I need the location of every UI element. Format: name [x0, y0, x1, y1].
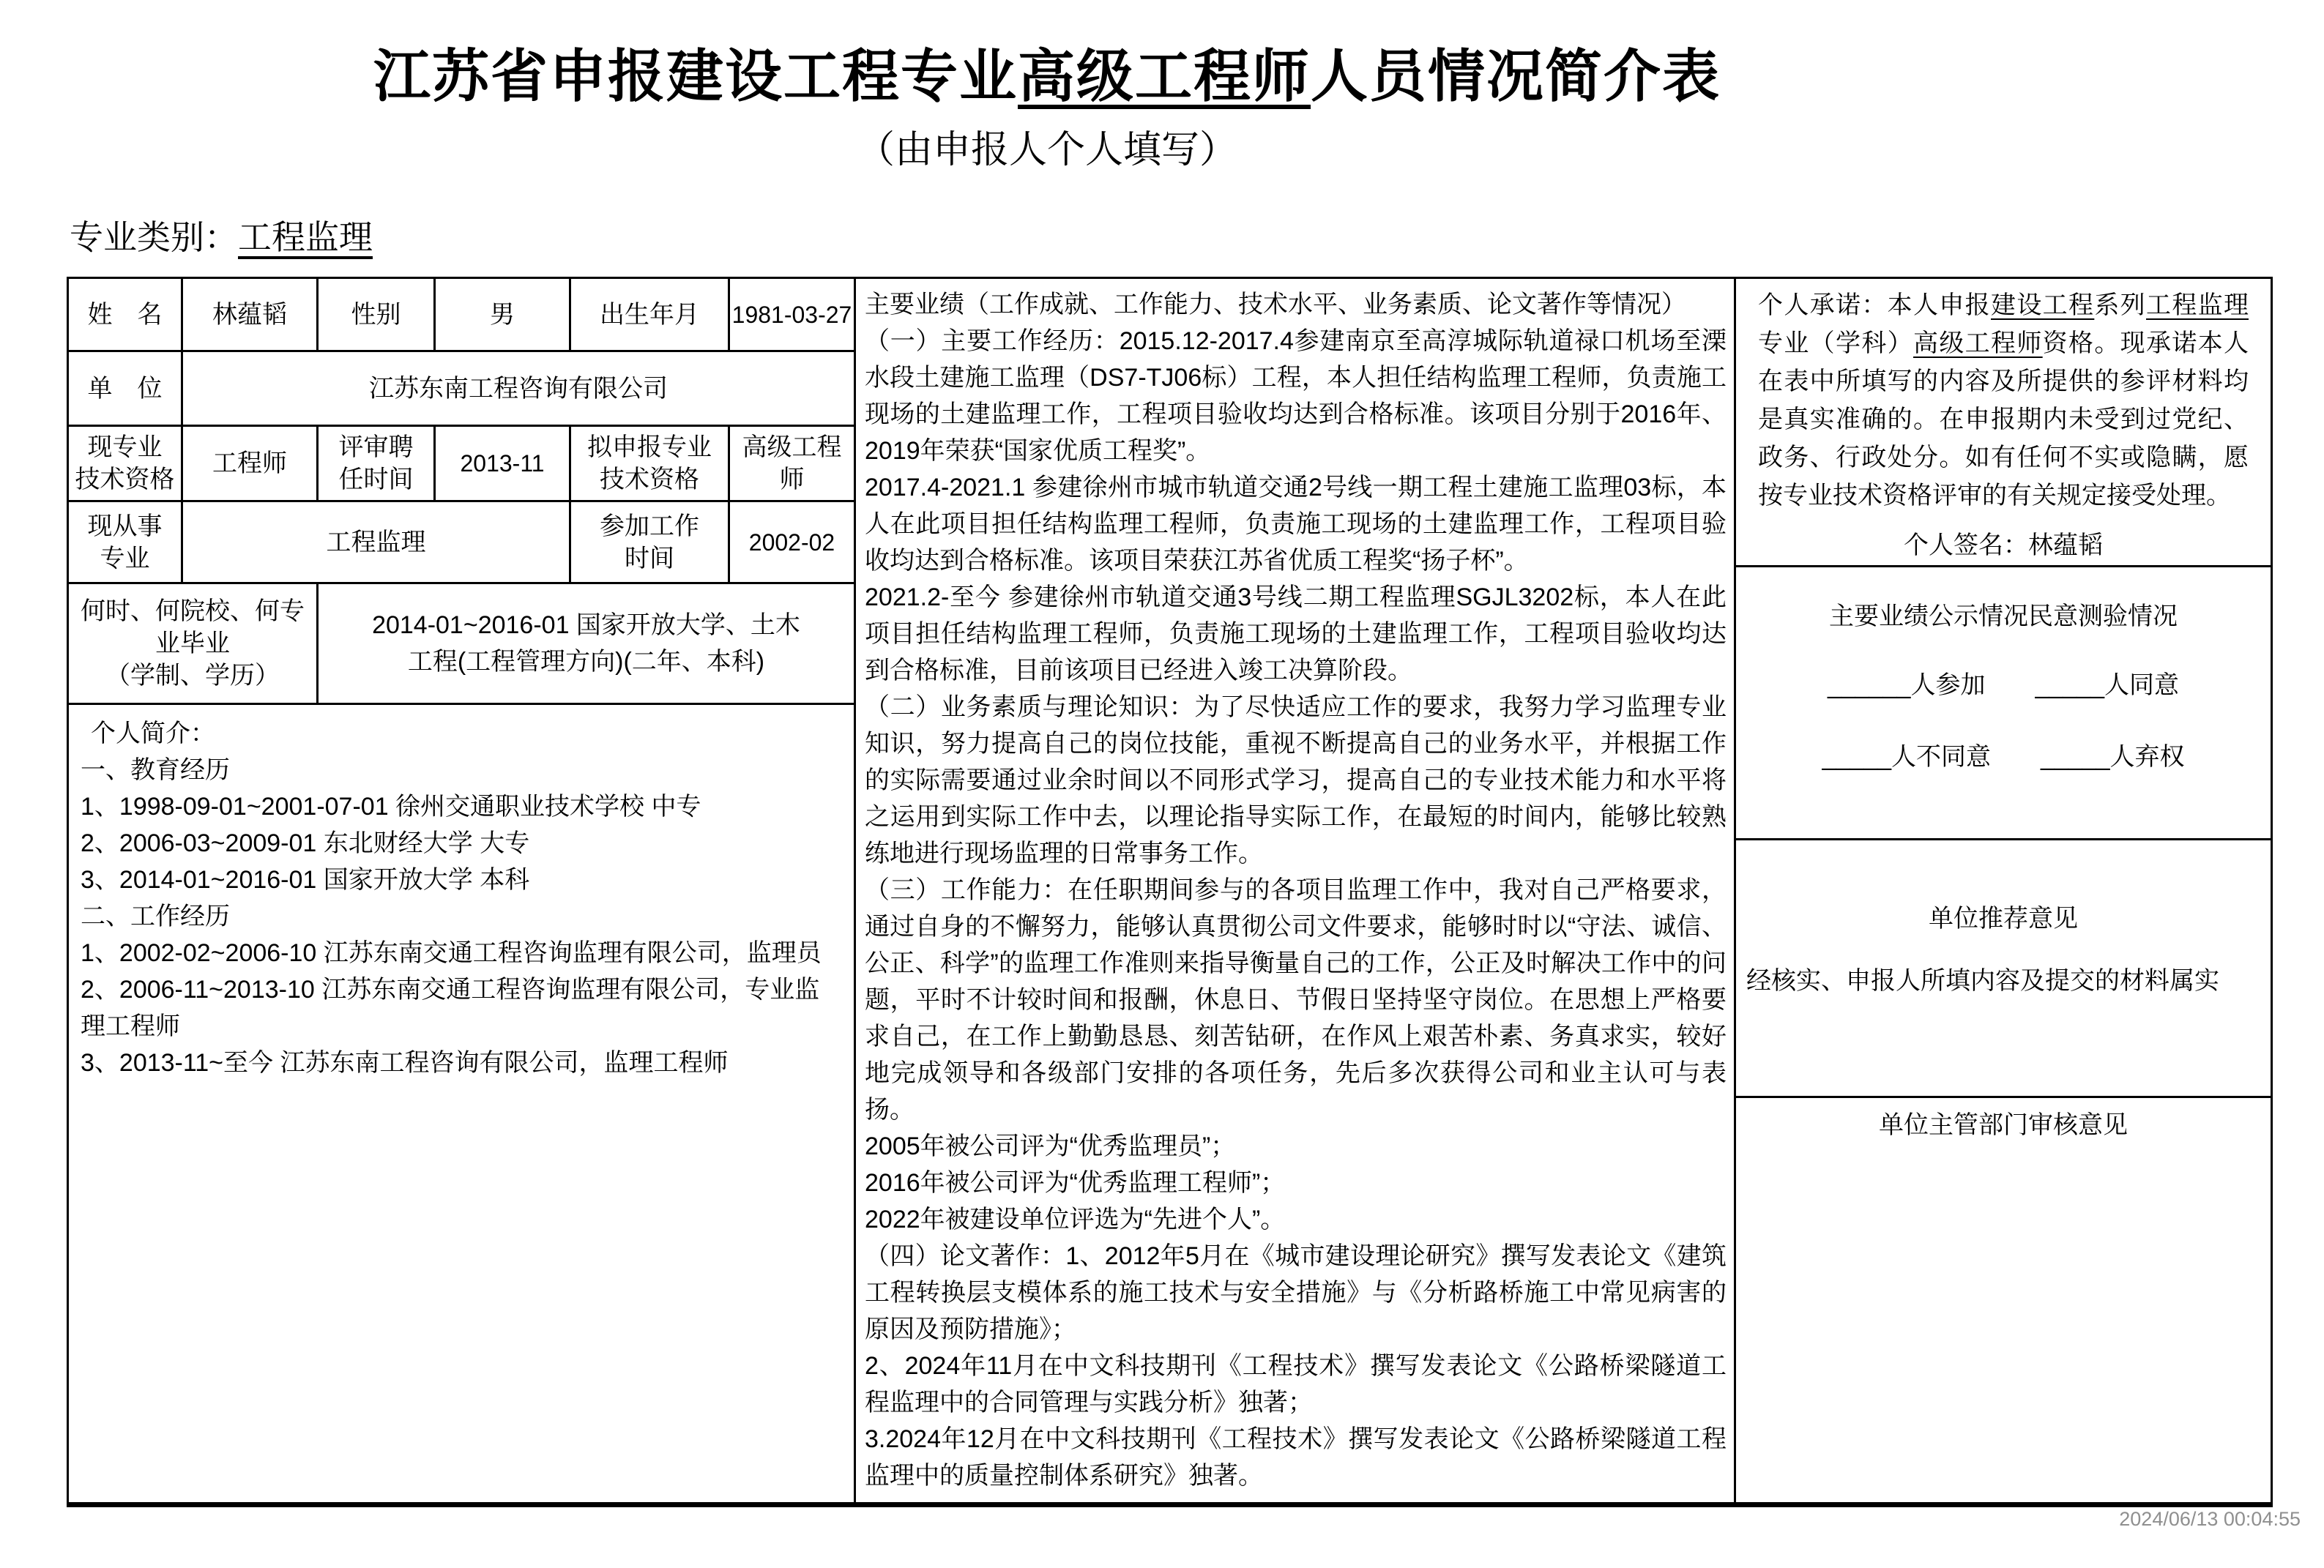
current-title-label-line2: 技术资格 — [75, 466, 175, 493]
achievements-cell — [856, 279, 1736, 1502]
category-line — [70, 211, 373, 259]
page-title — [373, 31, 1721, 113]
poll-line-2: _____人不同意 _____人弃权 — [1822, 743, 2185, 771]
achievement-paragraph: 主要业绩（工作成就、工作能力、技术水平、业务素质、论文著作等情况） — [865, 291, 1686, 318]
dept-review-cell — [1736, 1098, 2271, 1502]
profile-line: 1、2002-02~2006-10 江苏东南交通工程咨询监理有限公司，监理员 — [81, 939, 822, 967]
apply-title-label-line2: 技术资格 — [600, 466, 699, 493]
right-column — [1736, 279, 2271, 1502]
category-label: 专业类别： — [70, 218, 238, 256]
education-label-cell — [69, 584, 319, 703]
achievement-paragraph: 2005年被公司评为“优秀监理员”； — [865, 1132, 1236, 1160]
achievement-paragraph: 3.2024年12月在中文科技期刊《工程技术》撰写发表论文《公路桥梁隧道工程监理中的质量控制体系研究》独著。 — [865, 1425, 1727, 1490]
apply-title-value-cell — [730, 427, 854, 500]
apply-title-label-line1: 拟申报专业 — [587, 433, 712, 461]
profession-label-line1: 现从事 — [87, 512, 163, 540]
dept-review-title: 单位主管部门审核意见 — [1879, 1111, 2128, 1139]
name-value-cell: 林蕴韬 — [183, 279, 319, 350]
apply-title-value-line2: 师 — [779, 466, 805, 493]
underlined-text: 高级工程师 — [1913, 329, 2043, 357]
render-timestamp: 2024/06/13 00:04:55 — [2119, 1508, 2301, 1530]
signature-line: 个人签名：林蕴韬 — [1904, 531, 2103, 559]
appoint-label-line2: 任时间 — [338, 466, 414, 493]
poll-title: 主要业绩公示情况民意测验情况 — [1829, 602, 2178, 630]
work-start-label-line2: 时间 — [625, 544, 674, 572]
education-value-line: 工程(工程管理方向)(二年、本科) — [407, 648, 765, 676]
birth-label-cell: 出生年月 — [571, 279, 730, 350]
education-label-line1: 何时、何院校、何专 — [81, 597, 305, 625]
underlined-text: 建设工程 — [1991, 291, 2095, 319]
profile-line: 个人简介： — [91, 720, 215, 747]
birth-value-cell: 1981-03-27 — [731, 301, 852, 328]
text: 个人承诺：本人申报 — [1758, 291, 1991, 319]
profile-line: 2、2006-03~2009-01 东北财经大学 大专 — [81, 829, 530, 857]
left-column — [69, 279, 856, 1502]
main-table — [67, 277, 2273, 1507]
row-titles — [69, 427, 854, 502]
achievement-paragraph: 2、2024年11月在中文科技期刊《工程技术》撰写发表论文《公路桥梁隧道工程监理中的合同管理与实践分析》独著； — [865, 1352, 1727, 1416]
row-unit — [69, 352, 854, 427]
education-value-line: 2014-01~2016-01 国家开放大学、土木 — [372, 611, 800, 639]
commitment-text — [1758, 286, 2249, 515]
unit-label-cell: 单 位 — [69, 352, 183, 425]
achievement-paragraph: （三）工作能力：在任职期间参与的各项目监理工作中，我对自己严格要求，通过自身的不懈努力，能够认真贯彻公司文件要求，能够时时以“守法、诚信、公正、科学”的监理工作准则来指导衡量自己的工作，公正及时解决工作中的问题，平时不计较时间和报酬，休息日、节假日坚持坚守岗位。在思想上严格要求自己，在工作上勤勤恳恳、刻苦钻研，在作风上艰苦朴素、务真求实，较好地完成领导和各级部门安排的各项任务，先后多次获得公司和业主认可与表扬。 — [865, 876, 1727, 1124]
achievement-paragraph: （四）论文著作：1、2012年5月在《城市建设理论研究》撰写发表论文《建筑工程转换层支模体系的施工技术与安全措施》与《分析路桥施工中常见病害的原因及预防措施》； — [865, 1242, 1727, 1343]
achievement-paragraph: 2016年被公司评为“优秀监理工程师”； — [865, 1169, 1286, 1197]
row-profile — [69, 705, 854, 1502]
education-label-line2: 业毕业 — [155, 630, 230, 657]
unit-value-cell: 江苏东南工程咨询有限公司 — [369, 374, 668, 403]
row-education — [69, 584, 854, 705]
profile-cell — [69, 705, 854, 1502]
apply-title-label-cell — [571, 427, 730, 500]
unit-recommend-content: 经核实、申报人所填内容及提交的材料属实 — [1746, 967, 2219, 995]
page-title-underlined: 高级工程师 — [1017, 44, 1311, 108]
poll-line-1: ______人参加 _____人同意 — [1827, 671, 2179, 699]
achievement-paragraph: 2017.4-2021.1 参建徐州市城市轨道交通2号线一期工程土建施工监理03标，本人在此项目担任结构监理工程师，负责施工现场的土建监理工作，工程项目验收均达到合格标准。该项目荣获江苏省优质工程奖“扬子杯”。 — [865, 474, 1727, 575]
profile-line: 3、2014-01~2016-01 国家开放大学 本科 — [81, 866, 530, 894]
achievement-paragraph: 2021.2-至今 参建徐州市轨道交通3号线二期工程监理SGJL3202标，本人在此项目担任结构监理工程师，负责施工现场的土建监理工作，工程项目验收均达到合格标准，目前该项目已经进入竣工决算阶段。 — [865, 583, 1727, 684]
work-start-value-cell: 2002-02 — [748, 529, 835, 556]
achievement-paragraph: （一）主要工作经历：2015.12-2017.4参建南京至高淳城际轨道禄口机场至溧水段土建施工监理（DS7-TJ06标）工程，本人担任结构监理工程师，负责施工现场的土建监理工作，工程项目验收均达到合格标准。该项目分别于2016年、2019年荣获“国家优质工程奖”。 — [865, 327, 1727, 465]
work-start-label-cell — [571, 502, 730, 582]
category-value: 工程监理 — [238, 218, 373, 256]
page-title-pre: 江苏省申报建设工程专业 — [373, 44, 1018, 108]
row-name-gender-birth — [69, 279, 854, 352]
unit-recommend-cell — [1736, 840, 2271, 1098]
current-title-label-cell — [69, 427, 183, 500]
gender-value-cell: 男 — [436, 279, 571, 350]
profile-line: 二、工作经历 — [81, 903, 230, 930]
underlined-text: 工程监理 — [2146, 291, 2249, 319]
profession-label-cell — [69, 502, 183, 582]
profession-label-line2: 专业 — [100, 544, 150, 572]
poll-cell — [1736, 567, 2271, 840]
profession-value-cell: 工程监理 — [183, 502, 571, 582]
profile-line: 一、教育经历 — [81, 756, 230, 784]
row-profession — [69, 502, 854, 584]
commitment-cell — [1736, 279, 2271, 567]
work-start-label-line1: 参加工作 — [600, 512, 699, 540]
apply-title-value-line1: 高级工程 — [742, 433, 842, 461]
current-title-label-line1: 现专业 — [87, 433, 163, 461]
education-value-cell — [319, 584, 854, 703]
achievement-paragraph: （二）业务素质与理论知识：为了尽快适应工作的要求，我努力学习监理专业知识，努力提高自己的岗位技能，重视不断提高自己的业务水平，并根据工作的实际需要通过业余时间以不同形式学习，提高自己的专业技术能力和水平将之运用到实际工作中去，以理论指导实际工作，在最短的时间内，能够比较熟练地进行现场监理的日常事务工作。 — [865, 693, 1727, 867]
text: 资格。现承诺本人在表中所填写的内容及所提供的参评材料均是真实准确的。在申报期内未受到过党纪、政务、行政处分。如有任何不实或隐瞒，愿按专业技术资格评审的有关规定接受处理。 — [1758, 329, 2249, 509]
gender-label-cell: 性别 — [319, 279, 436, 350]
current-title-value-cell: 工程师 — [183, 427, 319, 500]
unit-recommend-title: 单位推荐意见 — [1929, 905, 2078, 933]
appoint-label-cell — [319, 427, 436, 500]
achievement-paragraph: 2022年被建设单位评选为“先进个人”。 — [865, 1206, 1286, 1233]
profile-line: 2、2006-11~2013-10 江苏东南交通工程咨询监理有限公司，专业监理工程师 — [81, 976, 820, 1040]
page-subtitle: （由申报人个人填写） — [856, 129, 1238, 171]
appoint-value-cell: 2013-11 — [436, 427, 571, 500]
appoint-label-line1: 评审聘 — [338, 433, 414, 461]
text: 系列 — [2094, 291, 2147, 319]
name-label-cell: 姓 名 — [69, 279, 183, 350]
page-title-post: 人员情况简介表 — [1311, 44, 1721, 108]
text: 专业（学科） — [1758, 329, 1913, 357]
education-label-line3: （学制、学历） — [105, 662, 280, 690]
profile-line: 1、1998-09-01~2001-07-01 徐州交通职业技术学校 中专 — [81, 793, 701, 821]
profile-line: 3、2013-11~至今 江苏东南工程咨询有限公司，监理工程师 — [81, 1049, 729, 1077]
